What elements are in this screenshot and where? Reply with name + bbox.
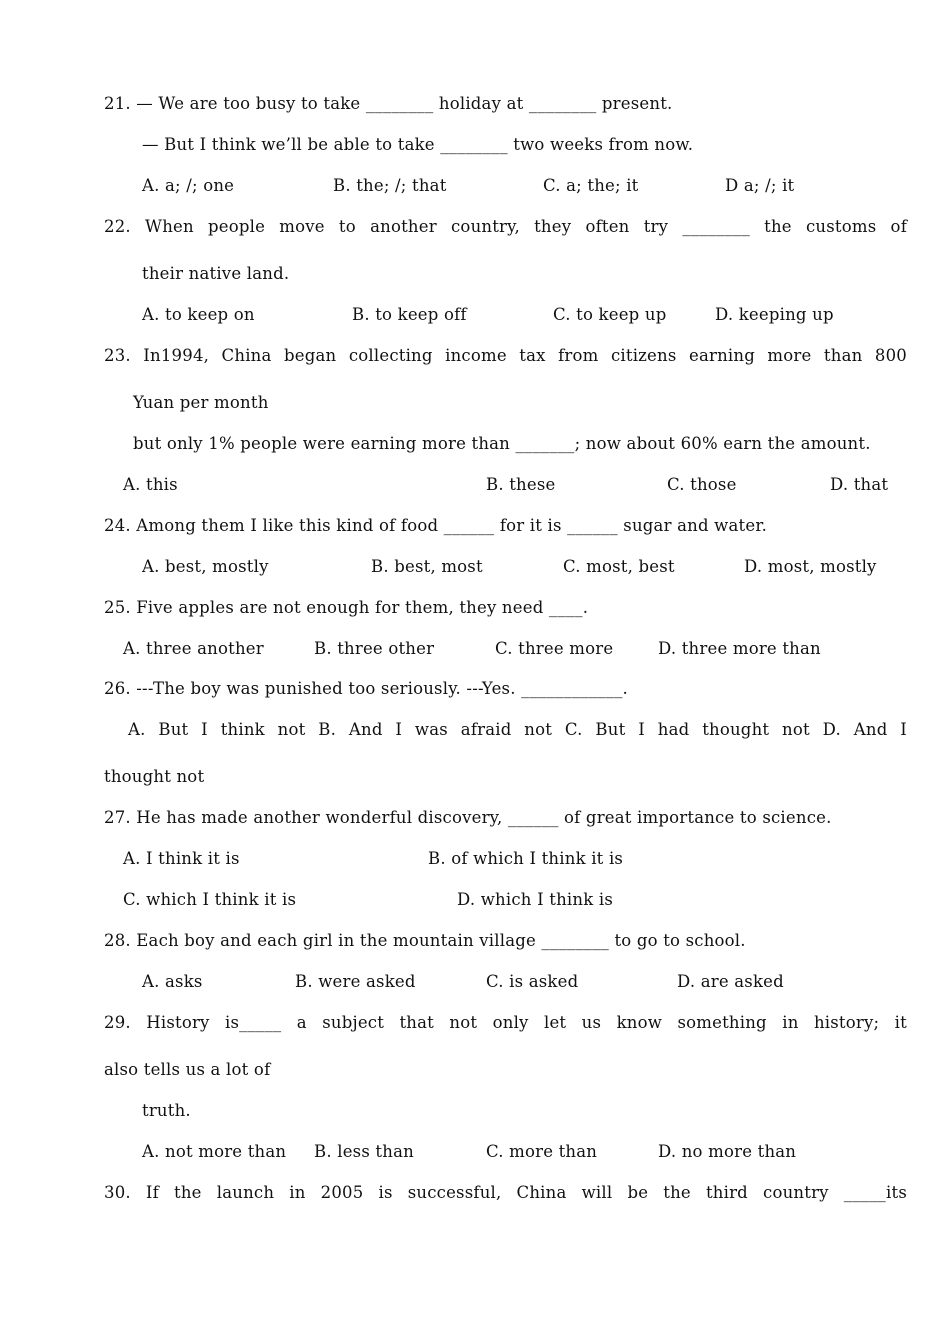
question-27-option-b: B. of which I think it is: [428, 849, 624, 868]
question-26-options-wrap: thought not: [104, 767, 205, 786]
question-23-line-3: but only 1% people were earning more than _______; now about 60% earn the amount.: [133, 434, 871, 453]
question-24-line-1: 24. Among them I like this kind of food ______ for it is ______ sugar and water.: [104, 516, 768, 535]
question-29-line-2: also tells us a lot of: [104, 1060, 271, 1079]
question-25-option-d: D. three more than: [658, 639, 821, 658]
question-22-line-2: their native land.: [142, 264, 290, 283]
question-29-option-a: A. not more than: [142, 1142, 287, 1161]
question-28-option-d: D. are asked: [677, 972, 784, 991]
question-21-option-c: C. a; the; it: [543, 176, 639, 195]
question-22-option-c: C. to keep up: [553, 305, 667, 324]
question-29-line-1: 29. History is_____ a subject that not only let us know something in history; it: [104, 1013, 907, 1032]
question-25-option-a: A. three another: [123, 639, 264, 658]
question-24-option-c: C. most, best: [563, 557, 675, 576]
question-27-line-1: 27. He has made another wonderful discovery, ______ of great importance to science.: [104, 808, 832, 827]
question-25-option-c: C. three more: [495, 639, 614, 658]
question-28-option-b: B. were asked: [295, 972, 416, 991]
question-30-line-1: 30. If the launch in 2005 is successful, China will be the third country _____its: [104, 1183, 907, 1202]
question-22-line-1: 22. When people move to another country, they often try ________ the customs of: [104, 217, 907, 236]
question-28-line-1: 28. Each boy and each girl in the mountain village ________ to go to school.: [104, 931, 746, 950]
question-27-option-a: A. I think it is: [123, 849, 240, 868]
question-22-option-b: B. to keep off: [352, 305, 467, 324]
question-23-line-2: Yuan per month: [133, 393, 269, 412]
question-26-options-line: A. But I think not B. And I was afraid not C. But I had thought not D. And I: [128, 720, 907, 739]
question-22-option-d: D. keeping up: [715, 305, 834, 324]
question-22-option-a: A. to keep on: [142, 305, 255, 324]
question-21-option-b: B. the; /; that: [333, 176, 447, 195]
question-21-option-a: A. a; /; one: [142, 176, 235, 195]
question-29-option-b: B. less than: [314, 1142, 414, 1161]
question-28-option-c: C. is asked: [486, 972, 579, 991]
question-23-option-d: D. that: [830, 475, 889, 494]
question-23-line-1: 23. In1994, China began collecting income tax from citizens earning more than 800: [104, 346, 907, 365]
question-26-line-1: 26. ---The boy was punished too seriously. ---Yes. ____________.: [104, 679, 628, 698]
question-29-option-c: C. more than: [486, 1142, 598, 1161]
question-27-option-c: C. which I think it is: [123, 890, 297, 909]
question-24-option-b: B. best, most: [371, 557, 483, 576]
question-24-option-a: A. best, mostly: [142, 557, 269, 576]
question-23-option-c: C. those: [667, 475, 737, 494]
question-21-option-d: D a; /; it: [725, 176, 795, 195]
question-25-option-b: B. three other: [314, 639, 435, 658]
question-29-line-3: truth.: [142, 1101, 191, 1120]
question-21-line-2: — But I think we’ll be able to take ________ two weeks from now.: [142, 135, 694, 154]
question-29-option-d: D. no more than: [658, 1142, 797, 1161]
question-27-option-d: D. which I think is: [457, 890, 613, 909]
question-24-option-d: D. most, mostly: [744, 557, 877, 576]
question-21-line-1: 21. — We are too busy to take ________ holiday at ________ present.: [104, 94, 673, 113]
question-25-line-1: 25. Five apples are not enough for them, they need ____.: [104, 598, 589, 617]
question-23-option-b: B. these: [486, 475, 556, 494]
question-23-option-a: A. this: [123, 475, 178, 494]
question-28-option-a: A. asks: [142, 972, 203, 991]
